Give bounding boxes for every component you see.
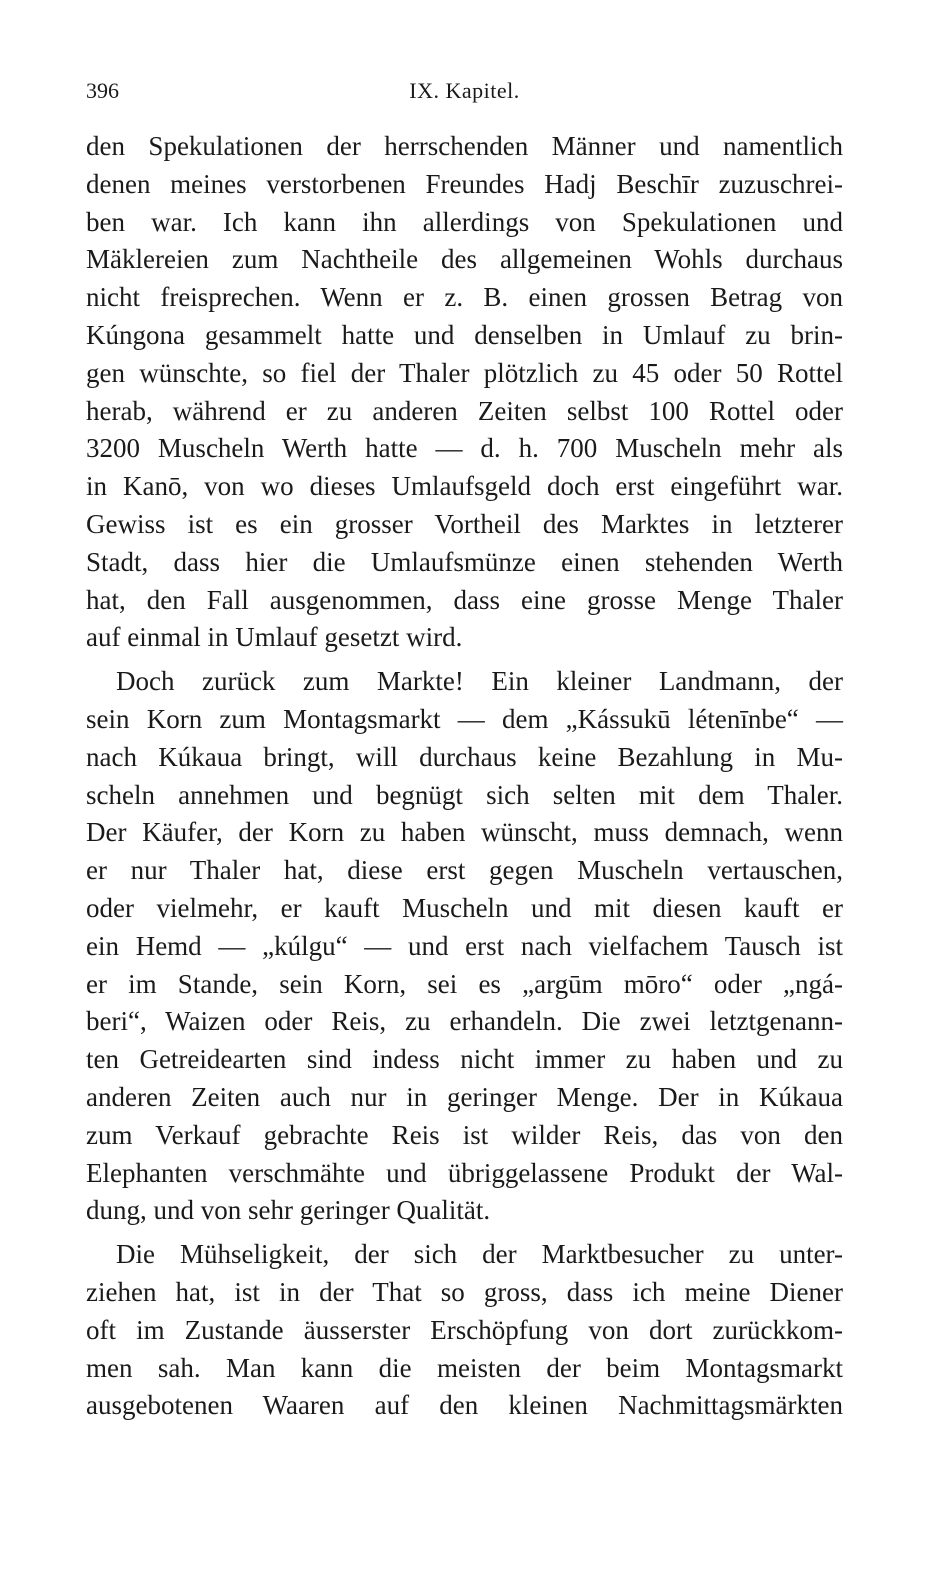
text-line: Stadt, dass hier die Umlaufsmünze einen stehenden Werth bbox=[86, 546, 843, 577]
text-line: Die Mühseligkeit, der sich der Marktbesucher zu unter- bbox=[116, 1239, 843, 1270]
text-line: Mäklereien zum Nachtheile des allgemeinen Wohls durchaus bbox=[86, 244, 843, 275]
running-head: IX. Kapitel. bbox=[409, 78, 520, 103]
text-line: herab, während er zu anderen Zeiten selbst 100 Rottel oder bbox=[86, 395, 843, 426]
text-line: Kúngona gesammelt hatte und denselben in Umlauf zu brin- bbox=[86, 319, 843, 350]
text-line: nach Kúkaua bringt, will durchaus keine Bezahlung in Mu- bbox=[86, 741, 843, 772]
text-line: gen wünschte, so fiel der Thaler plötzlich zu 45 oder 50 Rottel bbox=[86, 357, 843, 388]
text-line: er nur Thaler hat, diese erst gegen Muscheln vertauschen, bbox=[86, 855, 843, 886]
page-number: 396 bbox=[86, 78, 119, 103]
text-line: hat, den Fall ausgenommen, dass eine grosse Menge Thaler bbox=[86, 584, 843, 615]
text-line: den Spekulationen der herrschenden Männer und namentlich bbox=[86, 131, 843, 161]
text-line: dung, und von sehr geringer Qualität. bbox=[86, 1195, 491, 1226]
text-line: in Kanō, von wo dieses Umlaufsgeld doch erst eingeführt war. bbox=[86, 471, 843, 502]
text-line: men sah. Man kann die meisten der beim Montagsmarkt bbox=[86, 1352, 843, 1383]
text-line: ziehen hat, ist in der That so gross, dass ich meine Diener bbox=[86, 1276, 843, 1307]
text-line: Doch zurück zum Markte! Ein kleiner Landmann, der bbox=[116, 666, 843, 697]
paragraph bbox=[86, 663, 843, 1230]
text-line: anderen Zeiten auch nur in geringer Menge. Der in Kúkaua bbox=[86, 1081, 843, 1112]
text-line: scheln annehmen und begnügt sich selten mit dem Thaler. bbox=[86, 779, 843, 810]
body-text bbox=[86, 128, 843, 1425]
text-line: zum Verkauf gebrachte Reis ist wilder Reis, das von den bbox=[86, 1119, 843, 1150]
text-line: er im Stande, sein Korn, sei es „argūm mōro“ oder „ngá- bbox=[86, 968, 843, 999]
paragraph bbox=[86, 128, 843, 657]
text-line: Der Käufer, der Korn zu haben wünscht, muss demnach, wenn bbox=[86, 817, 843, 848]
text-line: sein Korn zum Montagsmarkt — dem „Kássukū létenīnbe“ — bbox=[86, 703, 843, 734]
text-line: oder vielmehr, er kauft Muscheln und mit diesen kauft er bbox=[86, 892, 843, 923]
text-line: auf einmal in Umlauf gesetzt wird. bbox=[86, 622, 463, 653]
page-header bbox=[86, 72, 843, 108]
text-line: beri“, Waizen oder Reis, zu erhandeln. Die zwei letztgenann- bbox=[86, 1006, 843, 1037]
text-line: ein Hemd — „kúlgu“ — und erst nach vielfachem Tausch ist bbox=[86, 930, 843, 961]
text-line: denen meines verstorbenen Freundes Hadj Beschīr zuzuschrei- bbox=[86, 168, 843, 199]
text-line: nicht freisprechen. Wenn er z. B. einen grossen Betrag von bbox=[86, 282, 843, 313]
text-line: ausgebotenen Waaren auf den kleinen Nachmittagsmärkten bbox=[86, 1390, 843, 1421]
text-line: ben war. Ich kann ihn allerdings von Spekulationen und bbox=[86, 206, 843, 237]
paragraph bbox=[86, 1236, 843, 1425]
text-line: Gewiss ist es ein grosser Vortheil des Marktes in letzterer bbox=[86, 508, 843, 539]
text-line: ten Getreidearten sind indess nicht immer zu haben und zu bbox=[86, 1044, 843, 1075]
text-line: Elephanten verschmähte und übriggelassene Produkt der Wal- bbox=[86, 1157, 843, 1188]
text-line: 3200 Muscheln Werth hatte — d. h. 700 Muscheln mehr als bbox=[86, 433, 843, 464]
text-line: oft im Zustande äusserster Erschöpfung von dort zurückkom- bbox=[86, 1314, 843, 1345]
